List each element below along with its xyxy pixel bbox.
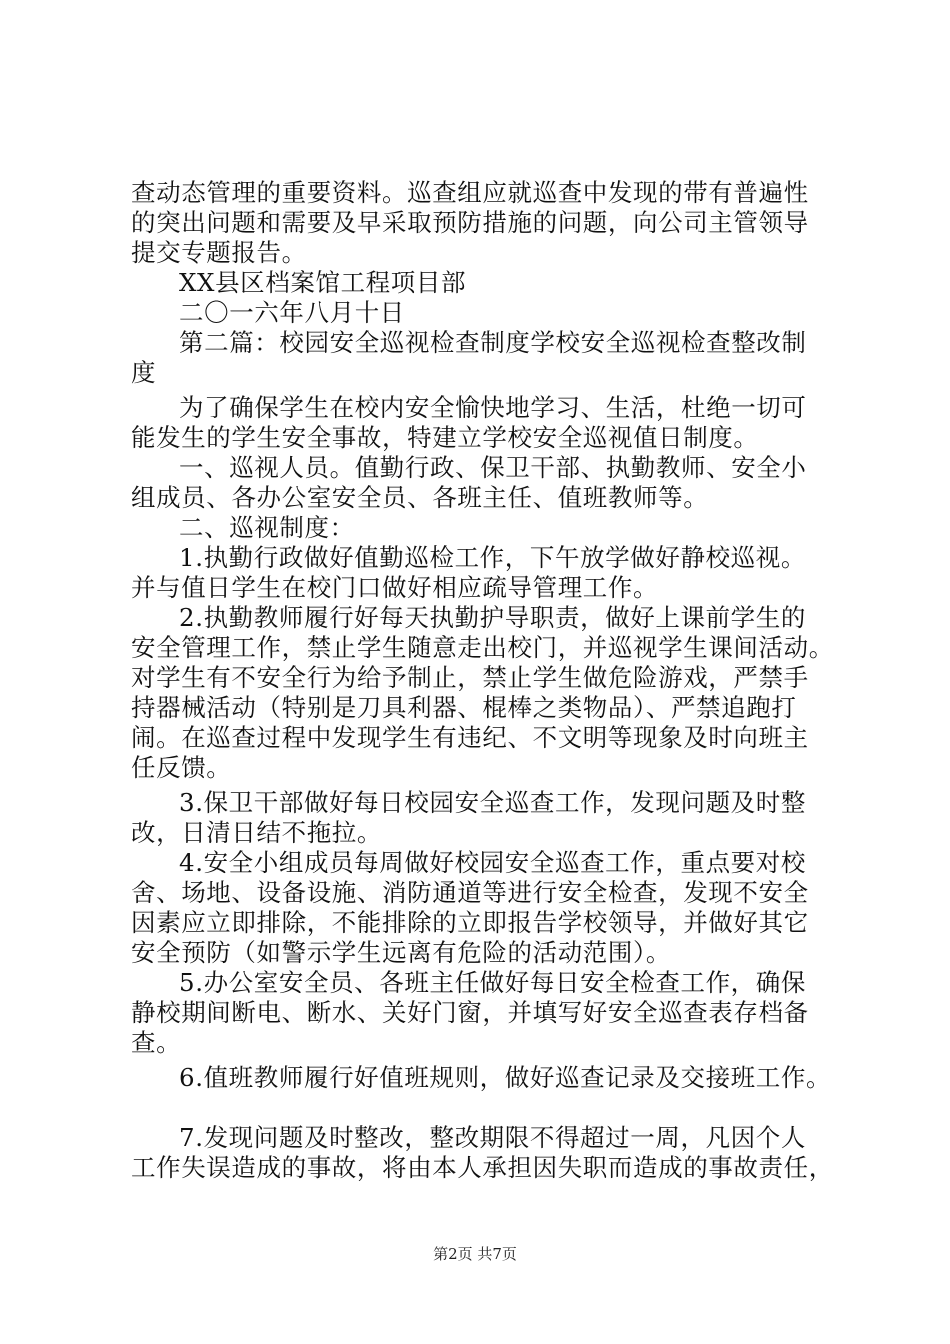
text-line: 工作失误造成的事故，将由本人承担因失职而造成的事故责任， [131, 1153, 834, 1182]
text-line: 1.执勤行政做好值勤巡检工作，下午放学做好静校巡视。 [179, 543, 806, 572]
text-line: 二〇一六年八月十日 [179, 298, 405, 327]
text-line: 持器械活动（特别是刀具利器、棍棒之类物品）、严禁追跑打 [131, 693, 797, 722]
text-line: 对学生有不安全行为给予制止，禁止学生做危险游戏，严禁手 [131, 663, 809, 692]
text-line: 2.执勤教师履行好每天执勤护导职责，做好上课前学生的 [179, 603, 806, 632]
text-line: 的突出问题和需要及早采取预防措施的问题，向公司主管领导 [131, 208, 809, 237]
text-line: 闹。在巡查过程中发现学生有违纪、不文明等现象及时向班主 [131, 723, 809, 752]
text-line: 查动态管理的重要资料。巡查组应就巡查中发现的带有普遍性 [131, 178, 809, 207]
text-line: XX县区档案馆工程项目部 [179, 268, 467, 297]
text-line: 安全管理工作，禁止学生随意走出校门，并巡视学生课间活动。 [131, 633, 834, 662]
text-line: 舍、场地、设备设施、消防通道等进行安全检查，发现不安全 [131, 878, 809, 907]
text-line: 安全预防（如警示学生远离有危险的活动范围）。 [131, 938, 671, 967]
section-heading: 第二篇：校园安全巡视检查制度学校安全巡视检查整改制 [179, 328, 807, 357]
text-line: 为了确保学生在校内安全愉快地学习、生活，杜绝一切可 [179, 393, 807, 422]
text-line: 组成员、各办公室安全员、各班主任、值班教师等。 [131, 483, 709, 512]
text-line: 改，日清日结不拖拉。 [131, 818, 382, 847]
page-number: 第2页 共7页 [433, 1245, 517, 1263]
text-line: 能发生的学生安全事故，特建立学校安全巡视值日制度。 [131, 423, 759, 452]
text-line: 二、巡视制度： [179, 513, 355, 542]
text-line: 因素应立即排除，不能排除的立即报告学校领导，并做好其它 [131, 908, 809, 937]
text-line: 5.办公室安全员、各班主任做好每日安全检查工作，确保 [179, 968, 806, 997]
text-line: 6.值班教师履行好值班规则，做好巡查记录及交接班工作。 [179, 1063, 832, 1092]
text-line: 静校期间断电、断水、关好门窗，并填写好安全巡查表存档备 [131, 998, 809, 1027]
text-line: 7.发现问题及时整改，整改期限不得超过一周，凡因个人 [179, 1123, 806, 1152]
text-line: 一、巡视人员。值勤行政、保卫干部、执勤教师、安全小 [179, 453, 807, 482]
text-line: 3.保卫干部做好每日校园安全巡查工作，发现问题及时整 [179, 788, 806, 817]
section-heading: 度 [131, 358, 157, 387]
text-line: 任反馈。 [131, 753, 232, 782]
text-line: 并与值日学生在校门口做好相应疏导管理工作。 [131, 573, 659, 602]
text-line: 提交专题报告。 [131, 238, 307, 267]
text-line: 4.安全小组成员每周做好校园安全巡查工作，重点要对校 [179, 848, 806, 877]
text-line: 查。 [131, 1028, 182, 1057]
